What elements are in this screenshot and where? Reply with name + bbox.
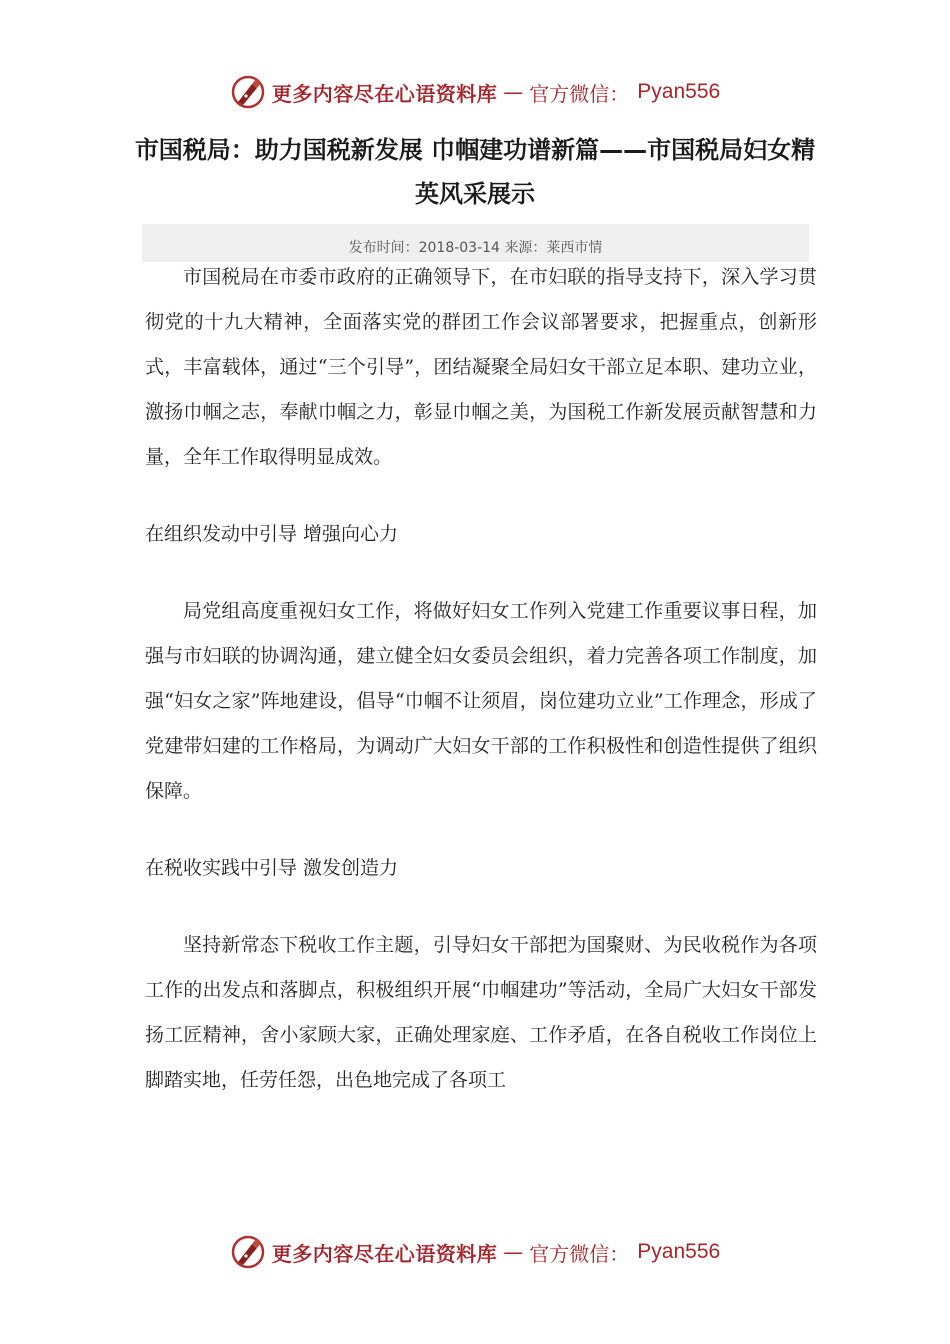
- article-title: 市国税局：助力国税新发展 巾帼建功谱新篇——市国税局妇女精英风采展示: [134, 136, 816, 208]
- footer-banner-text: 更多内容尽在心语资料库: [271, 1241, 498, 1266]
- section-paragraph-2: 坚持新常态下税收工作主题，引导妇女干部把为国聚财、为民收税作为各项工作的出发点和落脚点，积极组织开展“巾帼建功”等活动，全局广大妇女干部发扬工匠精神，舍小家顾大家，正确处理家庭、工作矛盾，在各自税收工作岗位上脚踏实地，任劳任怨，出色地完成了各项工: [145, 934, 817, 1091]
- section-heading-1: 在组织发动中引导 增强向心力: [145, 523, 399, 545]
- banner-wechat-label: 官方微信：: [529, 81, 630, 106]
- article-meta: 发布时间：2018-03-14 来源：莱西市情: [348, 240, 603, 256]
- banner-text: 更多内容尽在心语资料库: [271, 81, 498, 106]
- section-paragraph-1: 局党组高度重视妇女工作，将做好妇女工作列入党建工作重要议事日程，加强与市妇联的协调沟通，建立健全妇女委员会组织，着力完善各项工作制度，加强“妇女之家”阵地建设，倡导“巾帼不让须眉，岗位建功立业”工作理念，形成了党建带妇建的工作格局，为调动广大妇女干部的工作积极性和创造性提供了组织保障。: [145, 600, 817, 802]
- fountain-pen-logo-icon: [230, 74, 266, 110]
- section-heading-2: 在税收实践中引导 激发创造力: [145, 857, 399, 879]
- header-banner: [0, 72, 950, 112]
- footer-banner: [0, 1232, 950, 1272]
- footer-banner-content: [230, 1234, 720, 1270]
- footer-banner-wechat-id: Pyan556: [637, 1240, 721, 1263]
- footer-banner-separator: —: [503, 1240, 524, 1264]
- intro-paragraph: 市国税局在市委市政府的正确领导下，在市妇联的指导支持下，深入学习贯彻党的十九大精神，全面落实党的群团工作会议部署要求，把握重点，创新形式，丰富载体，通过“三个引导”，团结凝聚全局妇女干部立足本职、建功立业，激扬巾帼之志，奉献巾帼之力，彰显巾帼之美，为国税工作新发展贡献智慧和力量，全年工作取得明显成效。: [145, 266, 817, 468]
- banner-content: [230, 74, 720, 110]
- article-body: [145, 255, 817, 1103]
- banner-separator: —: [503, 80, 524, 104]
- fountain-pen-logo-icon: [230, 1234, 266, 1270]
- banner-wechat-id: Pyan556: [637, 80, 721, 103]
- footer-banner-wechat-label: 官方微信：: [529, 1241, 630, 1266]
